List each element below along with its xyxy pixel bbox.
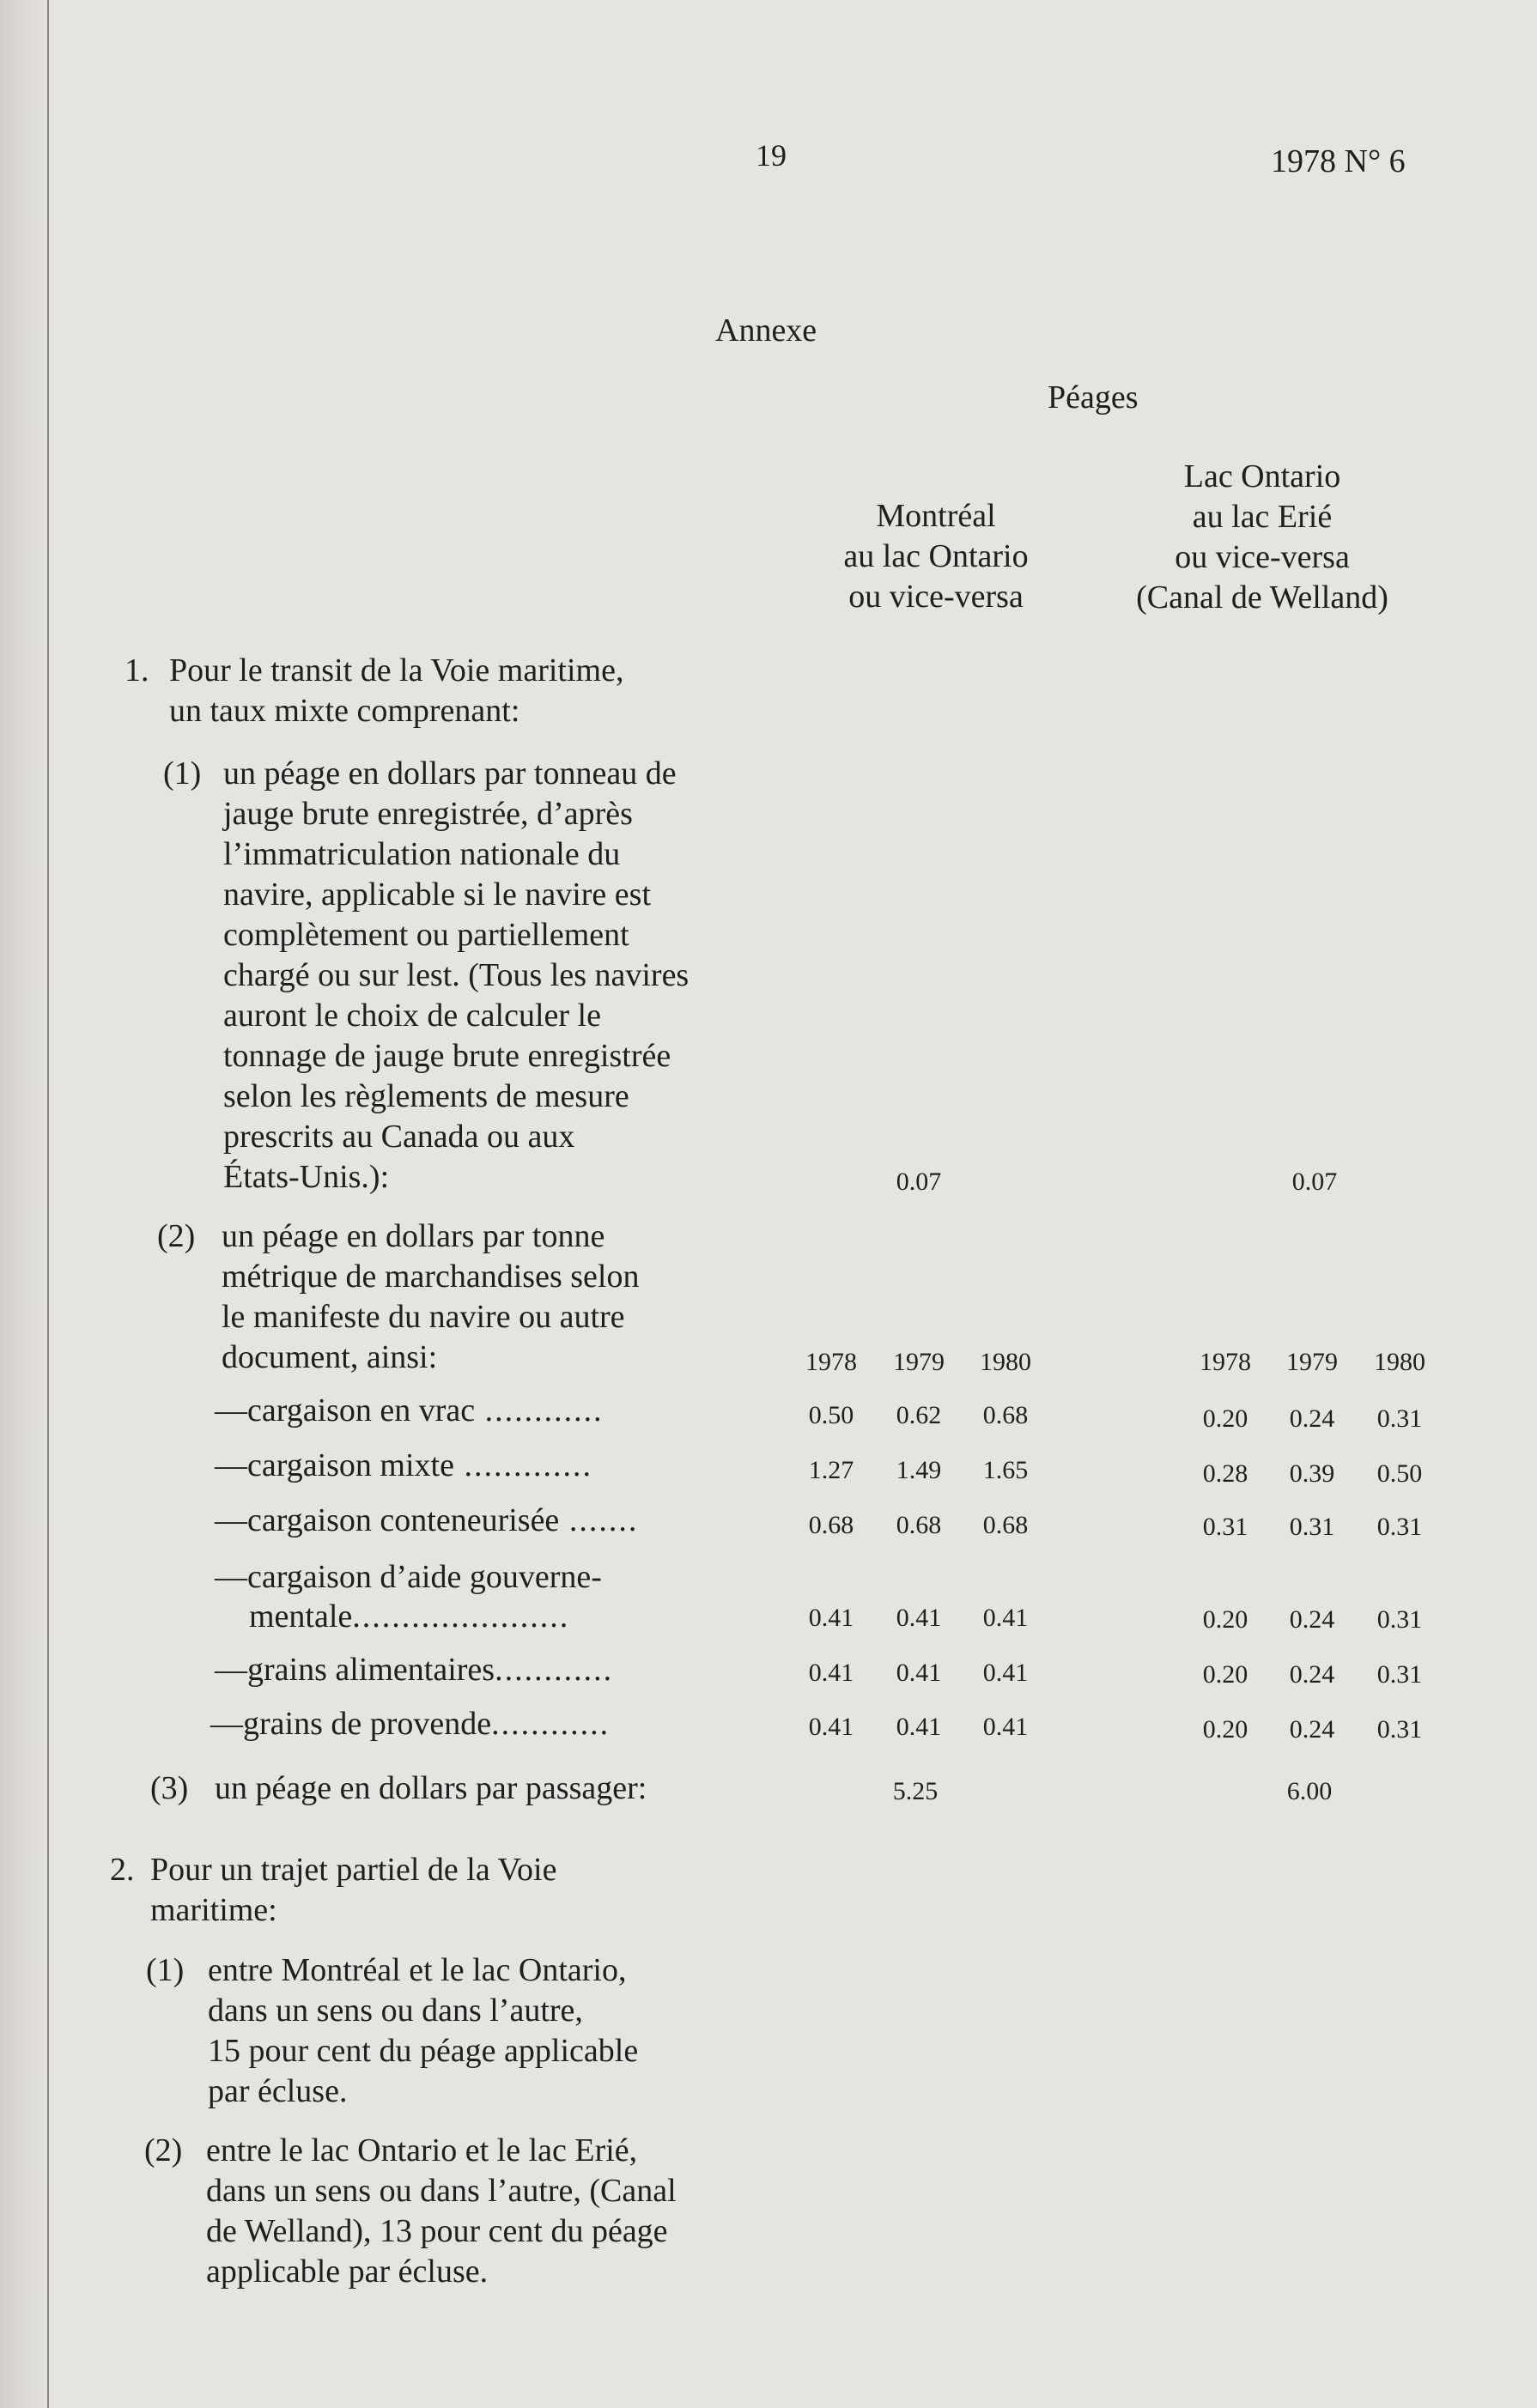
text-line: 15 pour cent du péage applicable xyxy=(208,2033,639,2069)
item-1-sub-1-number: (1) xyxy=(163,755,202,792)
toll-value: 0.24 xyxy=(1289,1660,1335,1689)
text-line: par écluse. xyxy=(208,2073,348,2109)
text-line: Pour un trajet partiel de la Voie xyxy=(150,1852,557,1888)
passenger-toll-welland: 6.00 xyxy=(1286,1777,1333,1805)
cargo-label: —cargaison d’aide gouverne- xyxy=(215,1559,602,1595)
cargo-row-label-cont xyxy=(249,1597,569,1637)
toll-value: 1.65 xyxy=(982,1456,1029,1484)
leader-dots: ...................... xyxy=(352,1598,570,1635)
year-header: 1979 xyxy=(1286,1348,1338,1376)
toll-value: 0.39 xyxy=(1289,1459,1335,1488)
toll-value: 0.24 xyxy=(1289,1404,1335,1433)
cargo-label: —cargaison en vrac xyxy=(215,1392,476,1428)
text-line: applicable par écluse. xyxy=(206,2253,489,2290)
toll-value: 1.49 xyxy=(896,1456,942,1484)
annex-title: Annexe xyxy=(715,312,817,349)
leader-dots: ....... xyxy=(559,1502,639,1538)
text-line: un péage en dollars par tonneau de xyxy=(223,755,677,792)
col2-line: au lac Erié xyxy=(1192,499,1333,535)
col1-line: ou vice-versa xyxy=(848,579,1024,615)
toll-value: 0.31 xyxy=(1202,1513,1248,1541)
col1-line: au lac Ontario xyxy=(843,538,1029,574)
item-2-sub-2-number: (2) xyxy=(144,2132,183,2168)
toll-value: 0.31 xyxy=(1376,1605,1423,1634)
text-line: chargé ou sur lest. (Tous les navires xyxy=(223,957,690,993)
item-1-sub-1-text xyxy=(223,754,824,1198)
col2-line: (Canal de Welland) xyxy=(1136,579,1388,616)
leader-dots: ............ xyxy=(491,1706,611,1742)
text-line: selon les règlements de mesure xyxy=(223,1078,629,1114)
text-line: tonnage de jauge brute enregistrée xyxy=(223,1038,671,1074)
text-line: métrique de marchandises selon xyxy=(222,1259,640,1295)
toll-value: 0.20 xyxy=(1202,1605,1248,1634)
cargo-label: —grains de provende xyxy=(210,1706,492,1742)
toll-value: 0.31 xyxy=(1376,1513,1423,1541)
text-line: complètement ou partiellement xyxy=(223,917,629,953)
toll-value: 0.41 xyxy=(896,1604,942,1632)
cargo-row-label xyxy=(210,1704,610,1744)
year-header: 1978 xyxy=(1200,1348,1251,1376)
cargo-row-label xyxy=(215,1557,602,1598)
cargo-label: —grains alimentaires xyxy=(215,1652,495,1688)
toll-value: 0.24 xyxy=(1289,1715,1335,1744)
toll-value: 0.41 xyxy=(982,1659,1029,1687)
toll-value: 0.41 xyxy=(982,1713,1029,1741)
toll-value: 0.68 xyxy=(982,1511,1029,1539)
leader-dots: ............ xyxy=(495,1652,614,1688)
year-header: 1979 xyxy=(893,1348,945,1376)
text-line: dans un sens ou dans l’autre, (Canal xyxy=(206,2173,677,2209)
toll-value: 0.31 xyxy=(1376,1404,1423,1433)
item-1-sub-3-number: (3) xyxy=(150,1770,189,1806)
item-2-sub-2-text xyxy=(206,2131,824,2292)
text-line: document, ainsi: xyxy=(222,1339,438,1375)
toll-value: 0.20 xyxy=(1202,1404,1248,1433)
cargo-label: mentale xyxy=(249,1598,353,1635)
col2-line: ou vice-versa xyxy=(1175,539,1350,575)
text-line: l’immatriculation nationale du xyxy=(223,836,621,872)
text-line: entre le lac Ontario et le lac Erié, xyxy=(206,2132,638,2168)
year-header: 1980 xyxy=(1374,1348,1425,1376)
item-2-sub-1-text xyxy=(208,1950,826,2112)
cargo-row-label xyxy=(215,1391,604,1431)
item-1-number: 1. xyxy=(125,652,149,688)
year-header: 1980 xyxy=(980,1348,1031,1376)
toll-value: 0.41 xyxy=(808,1659,854,1687)
item-1-sub-2-number: (2) xyxy=(157,1218,196,1254)
passenger-toll-montreal: 5.25 xyxy=(892,1777,939,1805)
cargo-row-label xyxy=(215,1446,592,1486)
toll-value: 1.27 xyxy=(808,1456,854,1484)
text-line: entre Montréal et le lac Ontario, xyxy=(208,1952,627,1988)
leader-dots: ............. xyxy=(453,1447,592,1483)
leader-dots: ............ xyxy=(475,1392,604,1428)
text-line: maritime: xyxy=(150,1892,277,1928)
toll-value: 0.68 xyxy=(808,1511,854,1539)
text-line: navire, applicable si le navire est xyxy=(223,876,652,913)
cargo-label: —cargaison conteneurisée xyxy=(215,1502,560,1538)
toll-value: 0.41 xyxy=(808,1604,854,1632)
text-line: États-Unis.): xyxy=(223,1159,390,1195)
toll-value: 0.31 xyxy=(1289,1513,1335,1541)
page-spine-shadow xyxy=(0,0,52,2408)
toll-value: 0.20 xyxy=(1202,1660,1248,1689)
binding-edge xyxy=(47,0,49,2408)
col1-line: Montréal xyxy=(876,498,996,534)
text-line: dans un sens ou dans l’autre, xyxy=(208,1993,583,2029)
toll-value: 0.68 xyxy=(982,1401,1029,1429)
toll-value: 0.50 xyxy=(1376,1459,1423,1488)
gross-ton-toll-montreal: 0.07 xyxy=(896,1168,942,1196)
column-heading-welland xyxy=(1090,457,1434,618)
toll-value: 0.68 xyxy=(896,1511,942,1539)
text-line: jauge brute enregistrée, d’après xyxy=(223,796,633,832)
text-line: prescrits au Canada ou aux xyxy=(223,1119,575,1155)
text-line: auront le choix de calculer le xyxy=(223,998,601,1034)
item-1-text xyxy=(169,651,822,731)
year-header: 1978 xyxy=(805,1348,857,1376)
toll-value: 0.41 xyxy=(896,1713,942,1741)
toll-value: 0.24 xyxy=(1289,1605,1335,1634)
cargo-row-label xyxy=(215,1501,638,1541)
toll-value: 0.62 xyxy=(896,1401,942,1429)
toll-value: 0.50 xyxy=(808,1401,854,1429)
text-line: de Welland), 13 pour cent du péage xyxy=(206,2213,668,2249)
text-line: Pour le transit de la Voie maritime, xyxy=(169,652,624,688)
col2-line: Lac Ontario xyxy=(1183,458,1341,494)
column-heading-montreal xyxy=(799,496,1073,617)
toll-value: 0.41 xyxy=(896,1659,942,1687)
text-line: un taux mixte comprenant: xyxy=(169,693,520,729)
toll-value: 0.41 xyxy=(808,1713,854,1741)
toll-value: 0.31 xyxy=(1376,1660,1423,1689)
issue-number: 1978 N° 6 xyxy=(1271,143,1406,179)
toll-value: 0.31 xyxy=(1376,1715,1423,1744)
gross-ton-toll-welland: 0.07 xyxy=(1291,1168,1338,1196)
tolls-heading: Péages xyxy=(1048,379,1139,415)
toll-value: 0.41 xyxy=(982,1604,1029,1632)
item-1-sub-2-text xyxy=(222,1216,823,1378)
page-number: 19 xyxy=(756,138,787,173)
cargo-row-label xyxy=(215,1650,613,1690)
item-2-text xyxy=(150,1850,803,1931)
toll-value: 0.28 xyxy=(1202,1459,1248,1488)
cargo-label: —cargaison mixte xyxy=(215,1447,454,1483)
text-line: un péage en dollars par tonne xyxy=(222,1218,605,1254)
item-1-sub-3-text: un péage en dollars par passager: xyxy=(215,1770,647,1806)
text-line: le manifeste du navire ou autre xyxy=(222,1299,625,1335)
item-2-number: 2. xyxy=(110,1852,135,1888)
item-2-sub-1-number: (1) xyxy=(146,1952,185,1988)
toll-value: 0.20 xyxy=(1202,1715,1248,1744)
